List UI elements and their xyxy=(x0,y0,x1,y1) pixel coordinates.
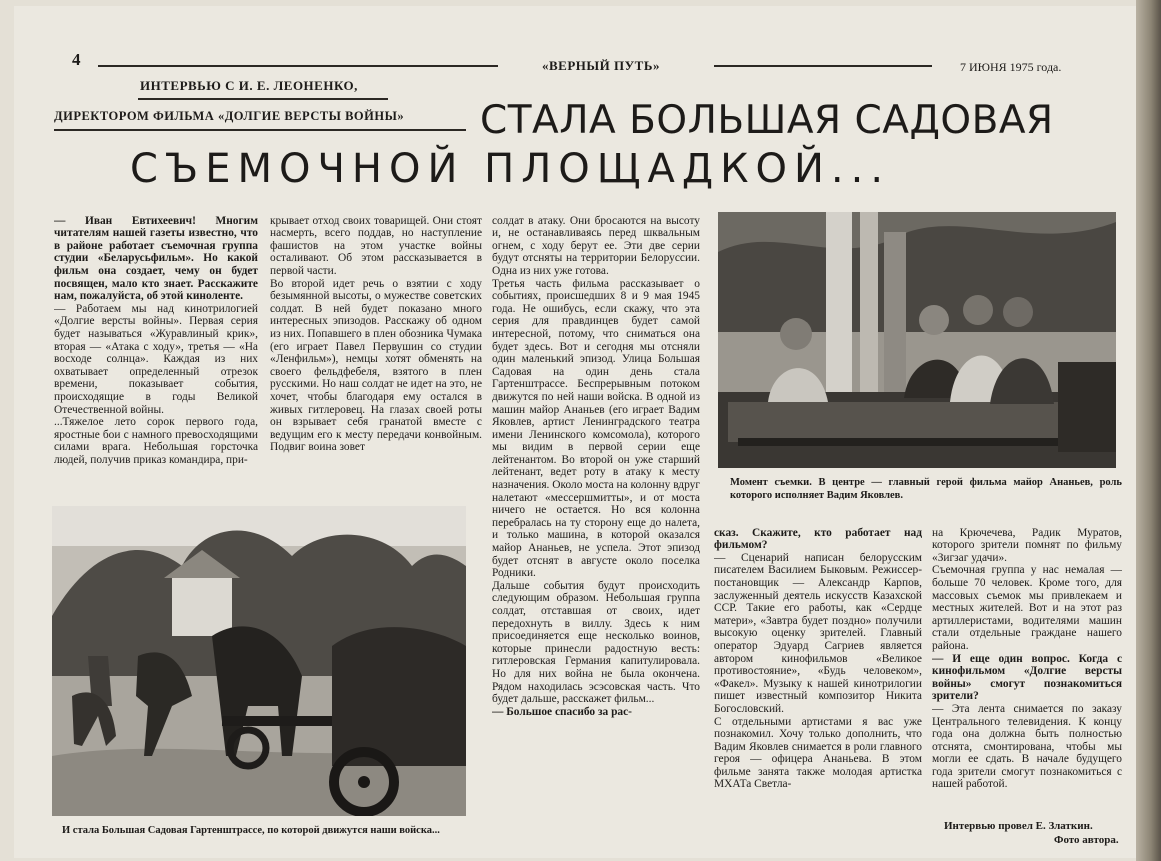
interview-answer-3: — Эта лента снимается по заказу Центрального телевидения. К концу года она должна быть полностью отснята, смонтирована, чтобы мы могли ее сдать. В начале будущего года зрители смогут познакомиться с нашей работой. xyxy=(932,702,1122,791)
column-5 xyxy=(932,514,1122,834)
photo-troops-street xyxy=(52,506,466,816)
column-3-text: солдат в атаку. Они бросаются на высоту и, не останавливаясь перед шквальным огнем, с ходу берут ее. Эти две серии будут отсняты на территории Белоруссии. Одна из них уже готова. Третья часть фильма рассказывает о событиях, происшедших 8 и 9 мая 1945 года. Не ошибусь, если скажу, что эта серия для правдинцев будет самой интересной, потому, что сниматься она будет здесь. Вот и сегодня мы отсняли один маленький эпизод. Улица Большая Садовая на один день стала Гартенштрассе. Беспрерывным потоком движутся по ней наши войска. В одной из машин майор Ананьев (его играет Вадим Яковлев, артист Ленинградского театра имени Ленинского комсомола), которого мы видим в первой серии еще лейтенантом. Во второй он уже старший лейтенант, ведет роту в атаку к месту назначения. Около моста на колонну вдруг налетают «мессершмитты», и от моста ничего не остается. Но вся колонна перебралась на ту сторону еще до налета, и только машина, в которой оказался майор Ананьев, не успела. Этот эпизод будет отснят в августе около поселка Родники. Дальше события будут происходить следующим образом. Небольшая группа солдат, отставшая от своих, идет передохнуть в виллу. Здесь к ним присоединяется еще несколько воинов, которые принесли радостную весть: гитлеровская Германия капитулировала. Но для них война не была окончена. Рядом находилась эсэсовская часть. Что будет дальше, расскажет фильм... xyxy=(492,214,700,706)
masthead-rule-right xyxy=(714,65,932,67)
interview-question-2-end: сказ. Скажите, кто работает над фильмом? xyxy=(714,526,922,552)
photo-filming-moment xyxy=(718,212,1116,468)
interview-question-2-start: — Большое спасибо за рас- xyxy=(492,705,632,718)
interview-kicker-line1: ИНТЕРВЬЮ С И. Е. ЛЕОНЕНКО, xyxy=(140,78,358,93)
column-2-text: крывает отход своих товарищей. Они стоят насмерть, всего поддав, но наступление фашистов на этом участке войны осталивают. Об этом рассказывается в первой части. Во второй идет речь о взятии с ходу безымянной высоты, о мужестве советских солдат. В ней будет показано много интересных эпизодов. Расскажу об одном из них. Попавшего в плен обозника Чумака (его играет Павел Первушин со студии «Ленфильм»), немцы хотят обменять на своего фельдфебеля, взятого в плен русскими. Но наш солдат не идет на это, не хочет, чтобы благодаря ему остался в живых гитлеровец. На глазах своей роты он взрывает себя гранатой вместе с ведущим его к месту передачи конвойным. Подвиг воина зовет xyxy=(270,214,482,454)
interview-question-3: — И еще один вопрос. Когда с кинофильмом «Долгие версты войны» смогут познакомиться зрители? xyxy=(932,652,1122,703)
kicker-underline-2 xyxy=(54,129,466,131)
photo-filming-moment-image xyxy=(718,212,1116,468)
interview-question-1: — Иван Евтихеевич! Многим читателям нашей газеты известно, что в районе работает съемочная группа студии «Беларусьфильм». Но какой фильм она создает, чему он будет посвящен, мало кто знает. Расскажите нам, пожалуйста, об этой киноленте. xyxy=(54,214,258,303)
newspaper-sheet xyxy=(14,6,1136,858)
adjacent-page-edge xyxy=(1136,0,1161,861)
interview-answer-1: — Работаем мы над кинотрилогией «Долгие версты войны». Первая серия будет называться «Журавлиный крик», вторая — «Атака с ходу», третья — «На восходе солнца». Каждая из них охватывает определенный отрезок времени, показывает события, происходящие в годы Великой Отечественной войны. ...Тяжелое лето сорок первого года, яростные бои с намного превосходящими силами врага. Небольшая горсточка людей, получив приказ командира, при- xyxy=(54,302,258,466)
signature-photo-credit: Фото автора. xyxy=(1054,834,1119,846)
headline-line1: СТАЛА БОЛЬШАЯ САДОВАЯ xyxy=(480,98,1054,143)
page-number: 4 xyxy=(72,50,81,69)
column-1 xyxy=(54,202,258,500)
caption-filming-moment: Момент съемки. В центре — главный герой фильма майор Ананьев, роль которого исполняет Вадим Яковлев. xyxy=(730,477,1122,501)
headline-line2: СЪЕМОЧНОЙ ПЛОЩАДКОЙ... xyxy=(130,146,891,192)
interview-kicker-line2: ДИРЕКТОРОМ ФИЛЬМА «ДОЛГИЕ ВЕРСТЫ ВОЙНЫ» xyxy=(54,109,405,123)
kicker-underline-1 xyxy=(138,98,388,100)
column-3 xyxy=(492,202,700,852)
signature-author: Интервью провел Е. Златкин. xyxy=(944,820,1093,832)
masthead-rule-left xyxy=(98,65,498,67)
caption-troops-street: И стала Большая Садовая Гартенштрассе, по которой движутся наши войска... xyxy=(62,825,440,836)
newspaper-name: «ВЕРНЫЙ ПУТЬ» xyxy=(542,58,660,73)
column-5-text: на Крючечева, Радик Муратов, которого зрители помнят по фильму «Зигзаг удачи». Съемочная группа у нас немалая — больше 70 человек. Кроме того, для массовых съемок мы привлекаем и местных жителей. Вот и на этот раз артиллеристами, водителями машин стали отдельные граждане нашего района. xyxy=(932,526,1122,652)
column-4 xyxy=(714,514,922,854)
photo-troops-street-image xyxy=(52,506,466,816)
column-2 xyxy=(270,202,482,500)
column-4-text: — Сценарий написан белорусским писателем Василием Быковым. Режиссер-постановщик — Александр Карпов, заслуженный деятель искусств Казахской ССР. Такие его работы, как «Сердце матери», «Завтра будет поздно» получили высокую оценку зрителей. Главный оператор Эдуард Сагриев является автором кинофильмов «Великое противостояние», «Будь человеком», «Факел». Музыку к нашей кинотрилогии пишет известный композитор Никита Богословский. С отдельными артистами я вас уже познакомил. Хочу только дополнить, что Вадим Яковлев снимается в роли главного героя — офицера Ананьева. В этом фильме занята также молодая артистка МХАТа Светла- xyxy=(714,551,922,791)
issue-date: 7 ИЮНЯ 1975 года. xyxy=(960,60,1062,74)
